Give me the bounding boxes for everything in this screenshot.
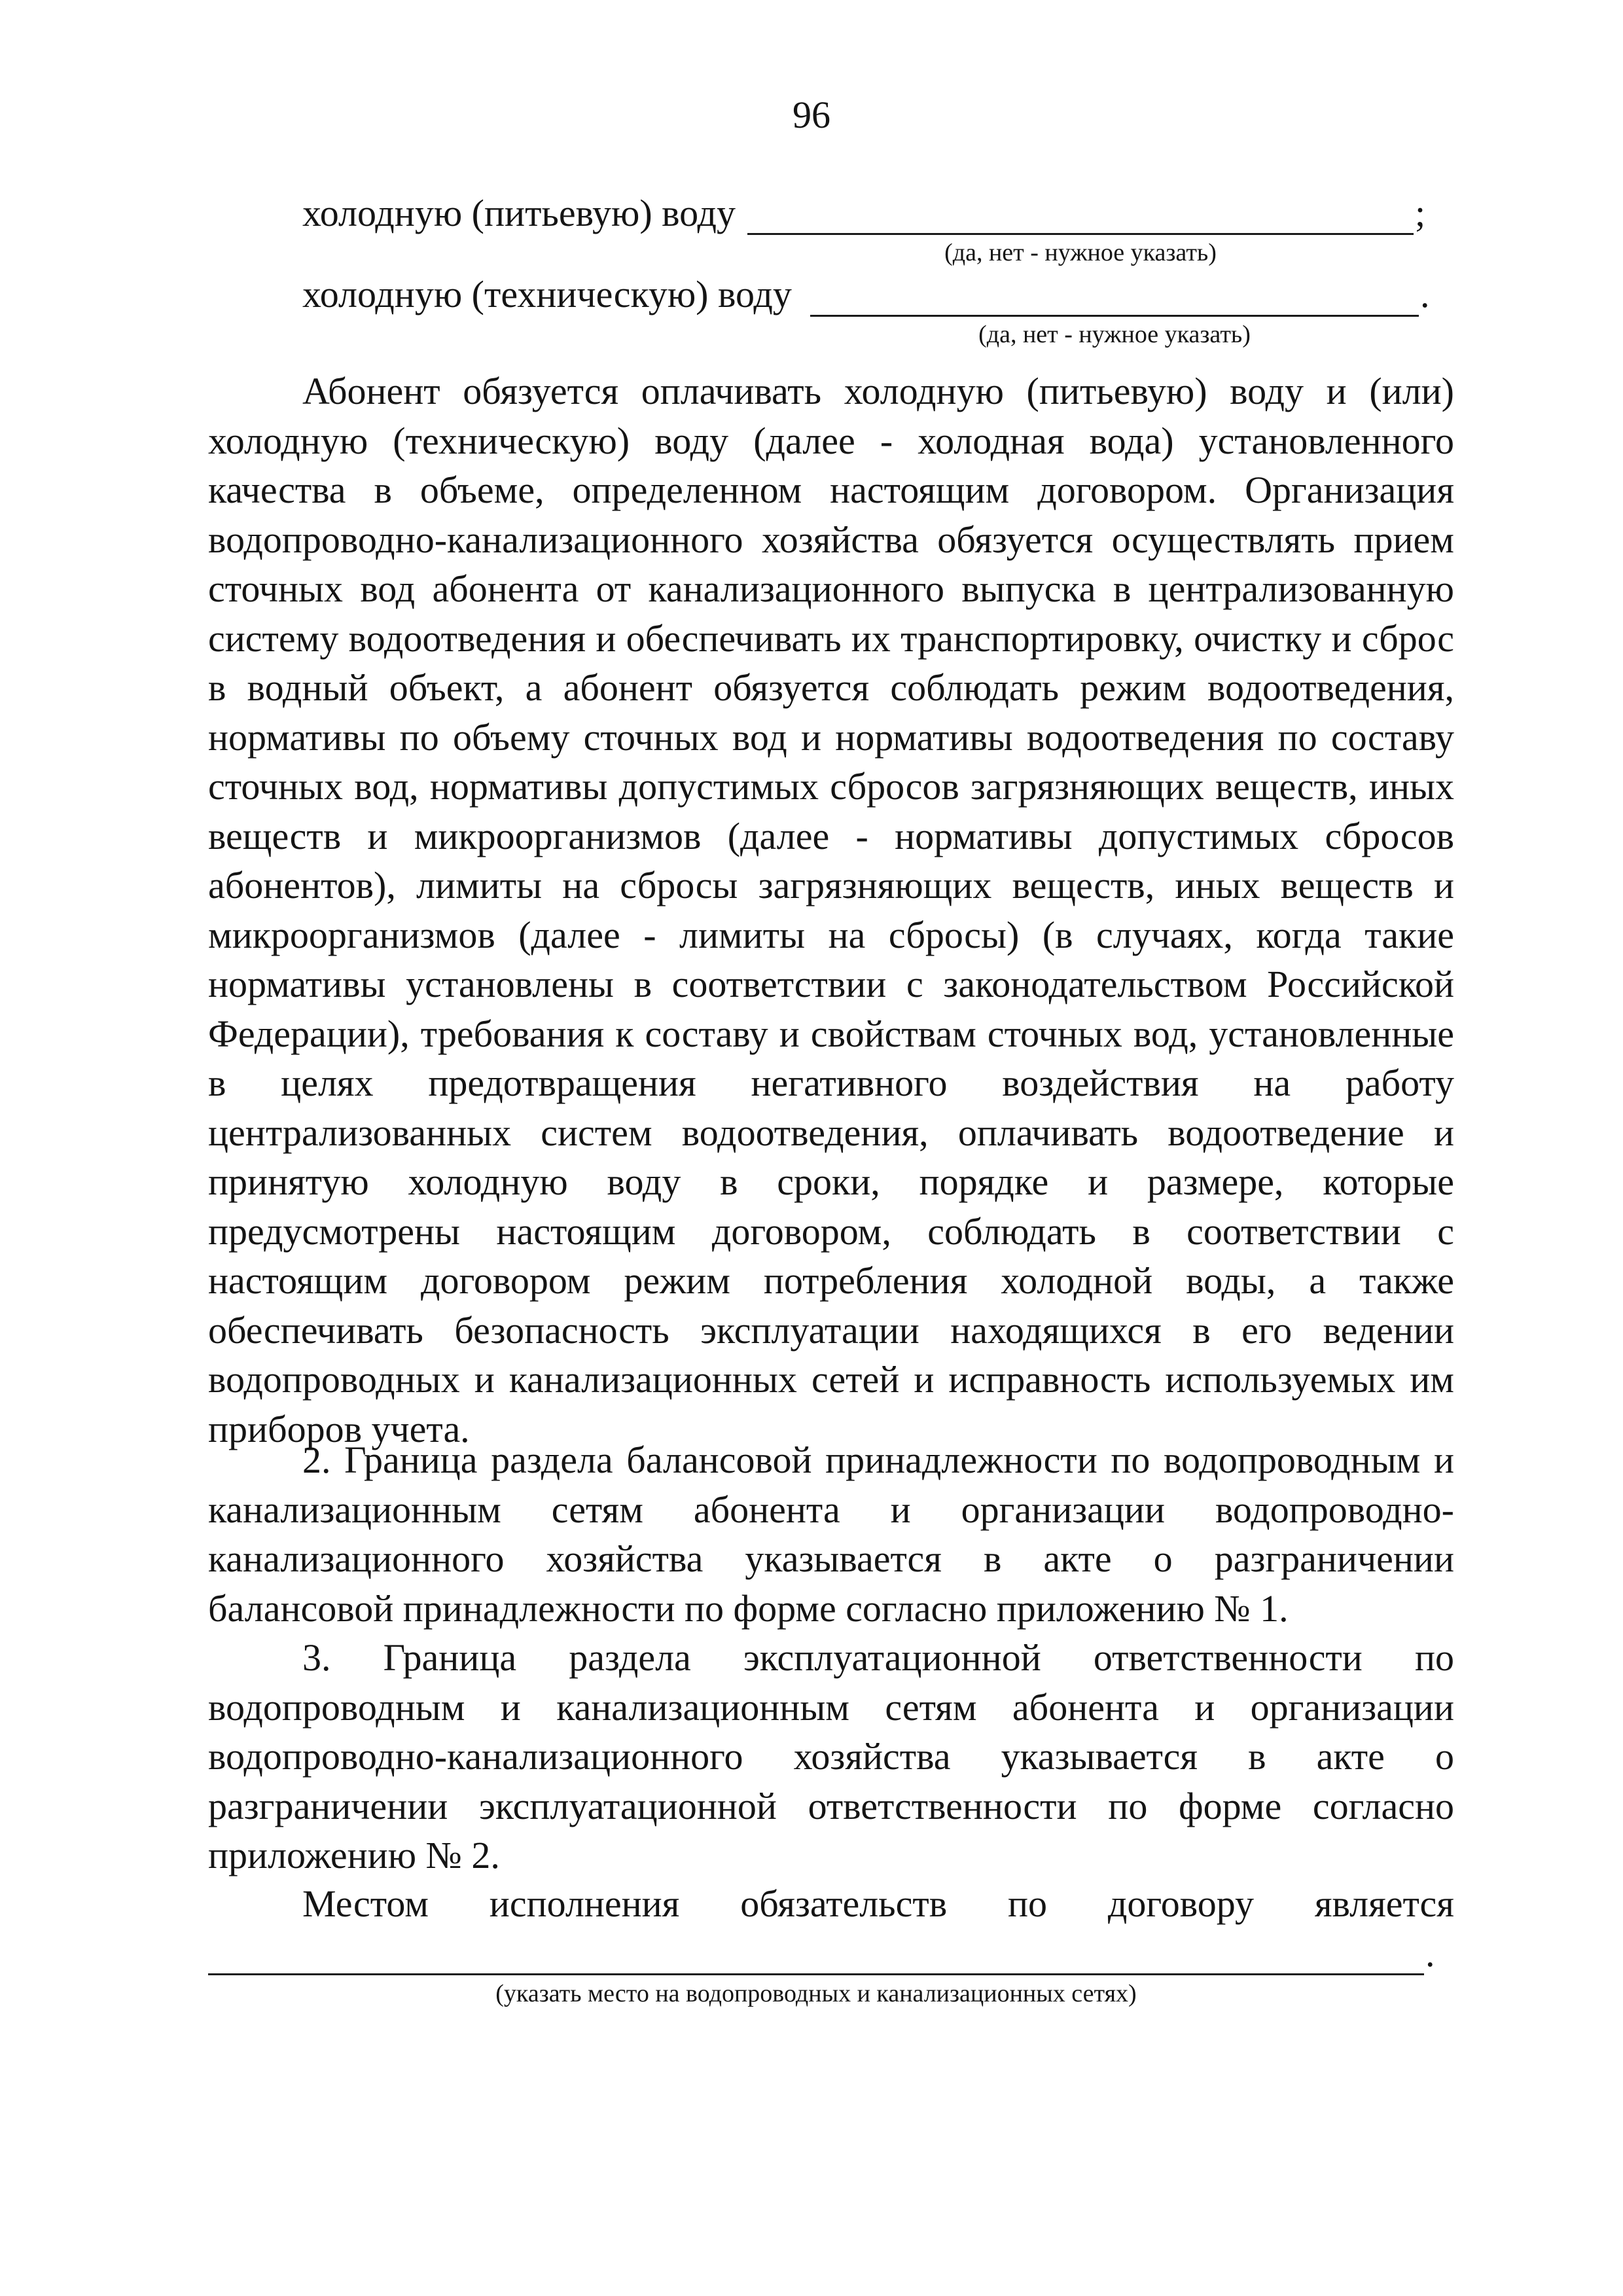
paragraph-obligations: Абонент обязуется оплачивать холодную (питьевую) воду и (или) холодную (техническую) воду (далее - холодная вода) установленного качества в объеме, определенном настоящим договором. Организация водопроводно-канализационного хозяйства обязуется осуществлять прием сточных вод абонента от канализационного выпуска в централизованную систему водоотведения и обеспечивать их транспортировку, очистку и сброс в водный объект, а абонент обязуется соблюдать режим водоотведения, нормативы по объему сточных вод и нормативы водоотведения по составу сточных вод, нормативы допустимых сбросов загрязняющих веществ, иных веществ и микроорганизмов (далее - нормативы допустимых сбросов абонентов), лимиты на сбросы загрязняющих веществ, иных веществ и микроорганизмов (далее - лимиты на сбросы) (в случаях, когда такие нормативы установлены в соответствии с законодательством Российской Федерации), требования к составу и свойствам сточных вод, установленные в целях предотвращения негативного воздействия на работу централизованных систем водоотведения, оплачивать водоотведение и принятую холодную воду в сроки, порядке и размере, которые предусмотрены настоящим договором, соблюдать в соответствии с настоящим договором режим потребления холодной воды, а также обеспечивать безопасность эксплуатации находящихся в его ведении водопроводных и канализационных сетей и исправность используемых им приборов учета. xyxy=(208,370,1454,1450)
place-word: обязательств xyxy=(740,1882,948,1925)
paragraph-clause-2: 2. Граница раздела балансовой принадлежности по водопроводным и канализационным сетям абонента и организации водопроводно-канализационного хозяйства указывается в акте о разграничении балансовой принадлежности по форме согласно приложению № 1. xyxy=(208,1439,1454,1630)
field-label-technical-water: холодную (техническую) воду xyxy=(302,273,792,315)
place-word: по xyxy=(1007,1882,1047,1925)
field-label-drinking-water: холодную (питьевую) воду xyxy=(302,192,736,234)
field-blank-technical-water[interactable] xyxy=(810,315,1419,317)
place-blank[interactable] xyxy=(208,1973,1424,1975)
place-clause-line xyxy=(208,1879,1454,1929)
place-word: исполнения xyxy=(489,1882,680,1925)
place-terminator: . xyxy=(1425,1932,1435,1975)
field-hint-drinking-water: (да, нет - нужное указать) xyxy=(944,239,1217,266)
place-word: Местом xyxy=(302,1882,429,1925)
page-number: 96 xyxy=(793,94,830,136)
place-hint: (указать место на водопроводных и канализационных сетях) xyxy=(495,1980,1137,2007)
field-terminator-technical-water: . xyxy=(1420,273,1430,315)
field-hint-technical-water: (да, нет - нужное указать) xyxy=(978,321,1251,348)
field-terminator-drinking-water: ; xyxy=(1415,192,1426,234)
place-word: является xyxy=(1314,1882,1454,1925)
place-word: договору xyxy=(1107,1882,1254,1925)
field-blank-drinking-water[interactable] xyxy=(747,233,1414,235)
paragraph-clause-3: 3. Граница раздела эксплуатационной ответственности по водопроводным и канализационным сетям абонента и организации водопроводно-канализационного хозяйства указывается в акте о разграничении эксплуатационной ответственности по форме согласно приложению № 2. xyxy=(208,1636,1454,1876)
